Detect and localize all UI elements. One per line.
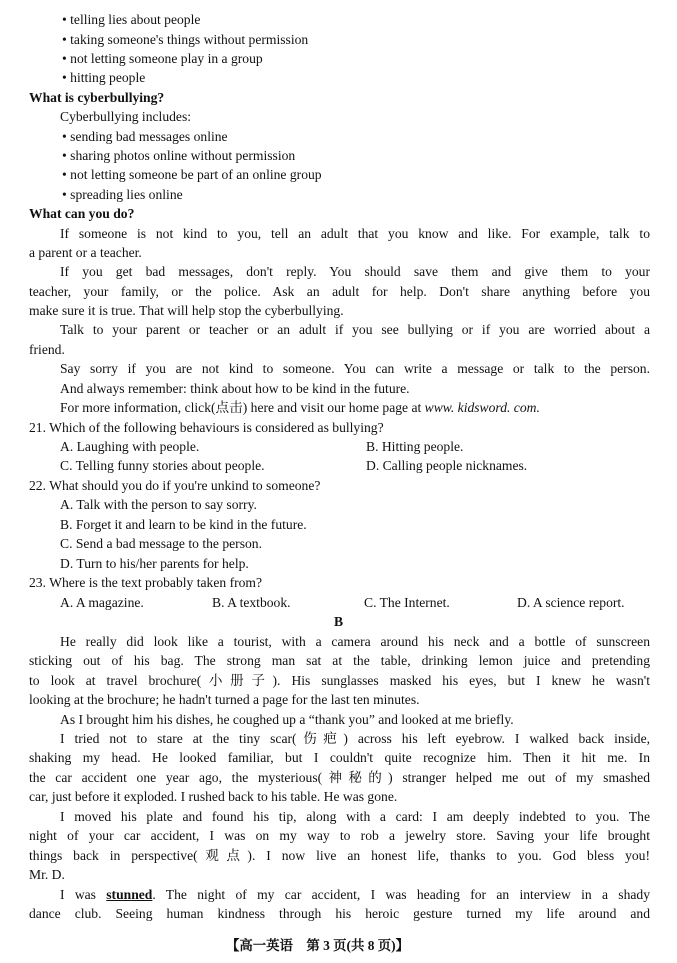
passage-line: dance club. Seeing human kindness through his heroic gesture turned my life around and: [29, 906, 650, 921]
question-22-option-c: C. Send a bad message to the person.: [60, 536, 262, 551]
bullet-item: • taking someone's things without permission: [62, 32, 309, 47]
cyberbullying-heading: What is cyberbullying?: [29, 90, 165, 105]
question-21-option-d: D. Calling people nicknames.: [366, 458, 528, 473]
passage-line: things back in perspective(观点). I now live an honest life, thanks to you. God bless you!: [29, 848, 650, 863]
bullet-item: • sharing photos online without permission: [62, 148, 296, 163]
question-23-stem: 23. Where is the text probably taken from?: [29, 575, 263, 590]
question-22-option-d: D. Turn to his/her parents for help.: [60, 556, 249, 571]
paragraph-line: Talk to your parent or teacher or an adult if you see bullying or if you are worried about a: [60, 322, 650, 337]
question-22-stem: 22. What should you do if you're unkind to someone?: [29, 478, 321, 493]
paragraph-line: a parent or a teacher.: [29, 245, 142, 260]
cyberbullying-intro: Cyberbullying includes:: [60, 109, 192, 124]
bullet-item: • spreading lies online: [62, 187, 183, 202]
underlined-word: stunned: [106, 887, 153, 902]
passage-line: I moved his plate and found his tip, along with a card: I am deeply indebted to you. The: [60, 809, 650, 824]
paragraph-line: make sure it is true. That will help stop the cyberbullying.: [29, 303, 344, 318]
passage-line: sticking out of his bag. The strong man sat at the table, drinking lemon juice and pretending: [29, 653, 650, 668]
bullet-item: • telling lies about people: [62, 12, 201, 27]
question-23-option-d: D. A science report.: [517, 595, 625, 610]
passage-line: shaking my head. He looked familiar, but I couldn't quite recognize him. Then it hit me. In: [29, 750, 650, 765]
paragraph-line: If someone is not kind to you, tell an adult that you know and like. For example, talk to: [60, 226, 650, 241]
passage-line: car, just before it exploded. I rushed back to his table. He was gone.: [29, 789, 398, 804]
question-23-option-b: B. A textbook.: [212, 595, 291, 610]
what-can-you-do-heading: What can you do?: [29, 206, 135, 221]
more-info-text: For more information, click(点击) here and visit our home page at: [60, 400, 425, 415]
page-footer: 【高一英语 第 3 页(共 8 页)】: [226, 938, 409, 953]
question-21-option-a: A. Laughing with people.: [60, 439, 200, 454]
passage-line: He really did look like a tourist, with a camera around his neck and a bottle of sunscreen: [60, 634, 650, 649]
question-21-stem: 21. Which of the following behaviours is considered as bullying?: [29, 420, 384, 435]
question-21-option-c: C. Telling funny stories about people.: [60, 458, 265, 473]
passage-line: As I brought him his dishes, he coughed up a “thank you” and looked at me briefly.: [60, 712, 514, 727]
bullet-item: • not letting someone be part of an online group: [62, 167, 322, 182]
bullet-item: • hitting people: [62, 70, 146, 85]
question-22-option-a: A. Talk with the person to say sorry.: [60, 497, 257, 512]
home-page-url: www. kidsword. com.: [424, 400, 540, 415]
passage-text: . The night of my car accident, I was heading for an interview in a shady: [152, 887, 650, 902]
passage-line-stunned: [60, 885, 650, 904]
passage-line: looking at the brochure; he hadn't turned a page for the last ten minutes.: [29, 692, 420, 707]
question-23-option-c: C. The Internet.: [364, 595, 450, 610]
more-info-line: [60, 398, 540, 417]
question-22-option-b: B. Forget it and learn to be kind in the future.: [60, 517, 307, 532]
paragraph-line: Say sorry if you are not kind to someone. You can write a message or talk to the person.: [60, 361, 650, 376]
passage-line: I tried not to stare at the tiny scar(伤疤) across his left eyebrow. I walked back inside,: [60, 731, 650, 746]
paragraph-line: If you get bad messages, don't reply. You should save them and give them to your: [60, 264, 650, 279]
question-23-option-a: A. A magazine.: [60, 595, 144, 610]
passage-line: night of your car accident, I was on my way to rob a jewelry store. Saving your life brought: [29, 828, 650, 843]
paragraph-line: teacher, your family, or the police. Ask an adult for help. Don't share anything before you: [29, 284, 650, 299]
passage-line: to look at travel brochure(小册子). His sunglasses masked his eyes, but I knew he wasn't: [29, 673, 650, 688]
paragraph-line: friend.: [29, 342, 65, 357]
bullet-item: • not letting someone play in a group: [62, 51, 263, 66]
section-b-heading: B: [334, 614, 344, 629]
bullet-item: • sending bad messages online: [62, 129, 228, 144]
paragraph-line: And always remember: think about how to be kind in the future.: [60, 381, 410, 396]
passage-line: the car accident one year ago, the mysterious(神秘的) stranger helped me out of my smashed: [29, 770, 650, 785]
question-21-option-b: B. Hitting people.: [366, 439, 464, 454]
passage-line: Mr. D.: [29, 867, 65, 882]
passage-text: I was: [60, 887, 107, 902]
